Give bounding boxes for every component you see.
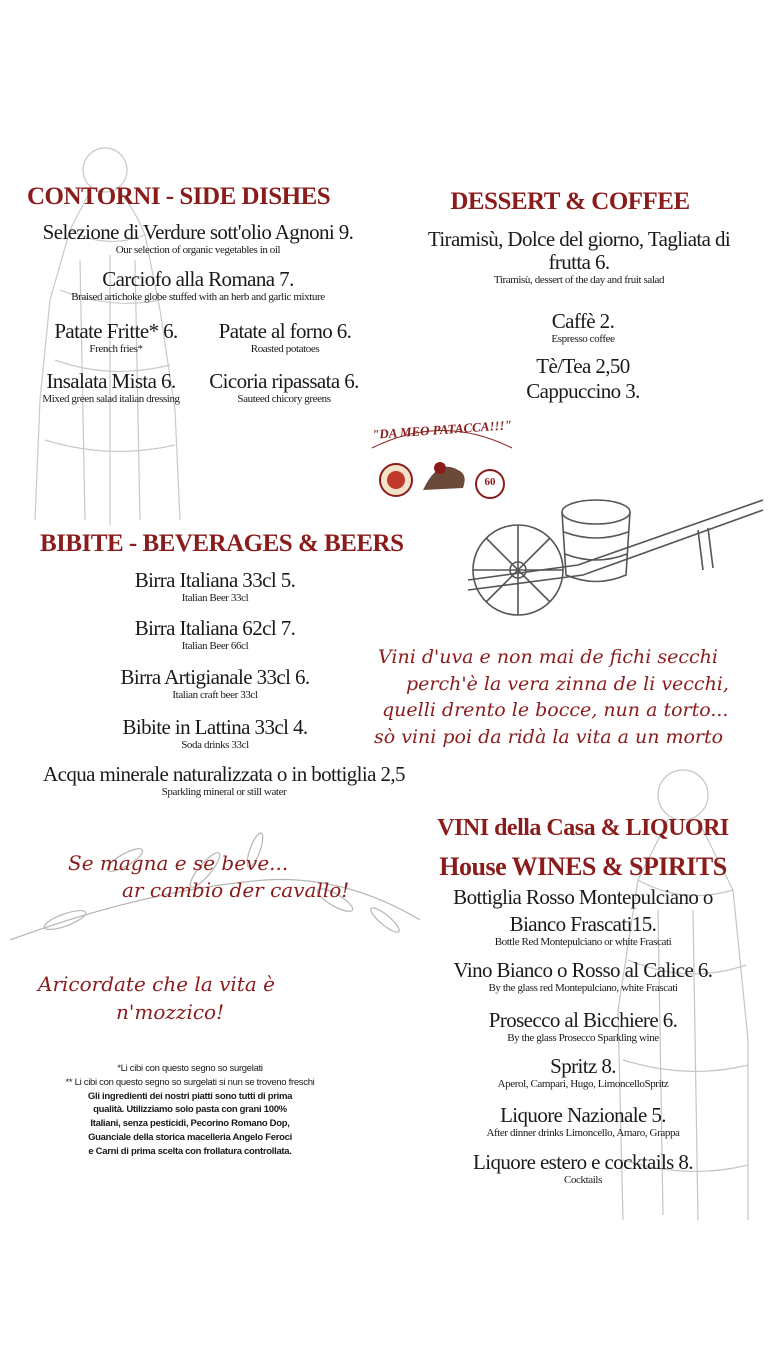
menu-item [90,617,340,653]
item-name: Prosecco al Bicchiere 6. [488,1008,678,1032]
logo-text: "DA MEO PATACCA!!!" [371,417,513,442]
contorni-heading: CONTORNI - SIDE DISHES [27,183,331,210]
footnote-line: Guanciale della storica macelleria Angelo Feroci [88,1131,292,1143]
menu-item [18,221,378,257]
menu-item [420,1009,746,1045]
footnotes [40,1062,340,1158]
bibite-heading: BIBITE - BEVERAGES & BEERS [40,530,404,557]
quote-line: Se magna e se beve... [68,851,289,875]
item-name: Cappuccino 3. [526,379,640,403]
item-name: Patate al forno 6. [218,319,352,343]
dessert-heading: DESSERT & COFFEE [450,188,690,215]
item-description: Mixed green salad italian dressing [42,393,180,406]
poem-line: perch'è la vera zinna de li vecchi, [406,672,729,695]
item-description: Sauteed chicory greens [237,393,331,406]
footnote-line: *Li cibi con questo segno so surgelati [117,1063,263,1074]
item-name: Carciofo alla Romana 7. [102,267,294,291]
item-description: Aperol, Campari, Hugo, LimoncelloSpritz [497,1078,669,1091]
menu-item [448,355,718,378]
item-name: Insalata Mista 6. [46,369,176,393]
item-description: Tiramisù, dessert of the day and fruit salad [493,274,665,287]
item-name: Birra Italiana 62cl 7. [134,616,296,640]
item-name: Birra Italiana 33cl 5. [134,568,296,592]
item-description: Sparkling mineral or still water [161,786,287,799]
menu-item [420,1151,746,1187]
menu-item [200,320,370,356]
quote-line: ar cambio der cavallo! [122,878,350,902]
menu-item [18,370,204,406]
menu-item [448,310,718,346]
item-name-cont: frutta 6. [548,250,610,275]
menu-item [90,569,340,605]
item-description: Soda drinks 33cl [181,739,249,752]
footnote-line: qualità. Utilizziamo solo pasta con grani 100% [93,1104,287,1116]
item-description: Espresso coffee [551,333,615,346]
menu-item [18,268,378,304]
poem [370,644,762,750]
item-description: Italian Beer 33cl [181,592,249,605]
quote-line: n'mozzico! [116,1000,225,1024]
menu-item [90,666,340,702]
item-description: Roasted potatoes [250,343,320,356]
quote-eat-drink [60,850,400,904]
item-description: Cocktails [564,1174,602,1187]
item-description: Braised artichoke globe stuffed with an herb and garlic mixture [71,291,325,304]
footnote-line: ** Li cibi con questo segno so surgelati si nun se troveno freschi [65,1076,315,1088]
item-name: Vino Bianco o Rosso al Calice 6. [453,958,713,982]
logo-badge: 60 [484,476,496,488]
menu-item [420,1055,746,1091]
item-name: Spritz 8. [550,1054,616,1078]
item-name-cont: Bianco Frascati15. [509,912,657,937]
item-name: Caffè 2. [551,309,615,333]
item-description: Italian craft beer 33cl [172,689,258,702]
item-name: Cicoria ripassata 6. [209,369,359,393]
menu-item [28,320,204,356]
quote-line: Aricordate che la vita è [38,972,275,996]
item-description: By the glass red Montepulciano, white Frascati [488,982,678,995]
item-name: Acqua minerale naturalizzata o in bottiglia 2,5 [43,762,405,786]
quote-life [38,970,338,1026]
menu-item [198,370,370,406]
item-name: Bibite in Lattina 33cl 4. [122,715,308,739]
menu-item [420,959,746,995]
item-name: Tiramisù, Dolce del giorno, Tagliata di [427,227,731,251]
restaurant-logo [368,418,516,500]
item-name: Birra Artigianale 33cl 6. [120,665,310,689]
menu-item [398,228,760,287]
footnote-line: Italiani, senza pesticidi, Pecorino Romano Dop, [90,1118,290,1130]
item-name: Liquore Nazionale 5. [500,1103,666,1127]
vini-heading: VINI della Casa & LIQUORI [437,815,729,841]
item-name: Liquore estero e cocktails 8. [473,1150,693,1174]
item-description: Our selection of organic vegetables in oil [115,244,281,257]
item-description: Bottle Red Montepulciano or white Frascati [494,936,672,949]
item-description: By the glass Prosecco Sparkling wine [507,1032,659,1045]
footnote-line: e Carni di prima scelta con frollatura controllata. [88,1145,292,1157]
poem-line: Vini d'uva e non mai de fichi secchi [378,646,718,668]
footnote-line: Gli ingredienti dei nostri piatti sono tutti di prima [87,1090,293,1102]
poem-line: quelli drento le bocce, nun a torto... [382,699,729,722]
menu-item [14,763,434,799]
menu-item [448,380,718,403]
item-name: Bottiglia Rosso Montepulciano o [453,885,713,909]
menu-item [420,886,746,949]
item-description: After dinner drinks Limoncello, Amaro, Grappa [486,1127,680,1140]
poem-line: sò vini poi da ridà la vita a un morto [374,725,724,748]
vini-subheading: House WINES & SPIRITS [439,852,727,881]
item-name: Tè/Tea 2,50 [536,354,630,378]
item-description: French fries* [89,343,143,356]
menu-item [90,716,340,752]
menu-item [420,1104,746,1140]
item-description: Italian Beer 66cl [181,640,249,653]
item-name: Selezione di Verdure sott'olio Agnoni 9. [42,220,354,244]
item-name: Patate Fritte* 6. [54,319,178,343]
